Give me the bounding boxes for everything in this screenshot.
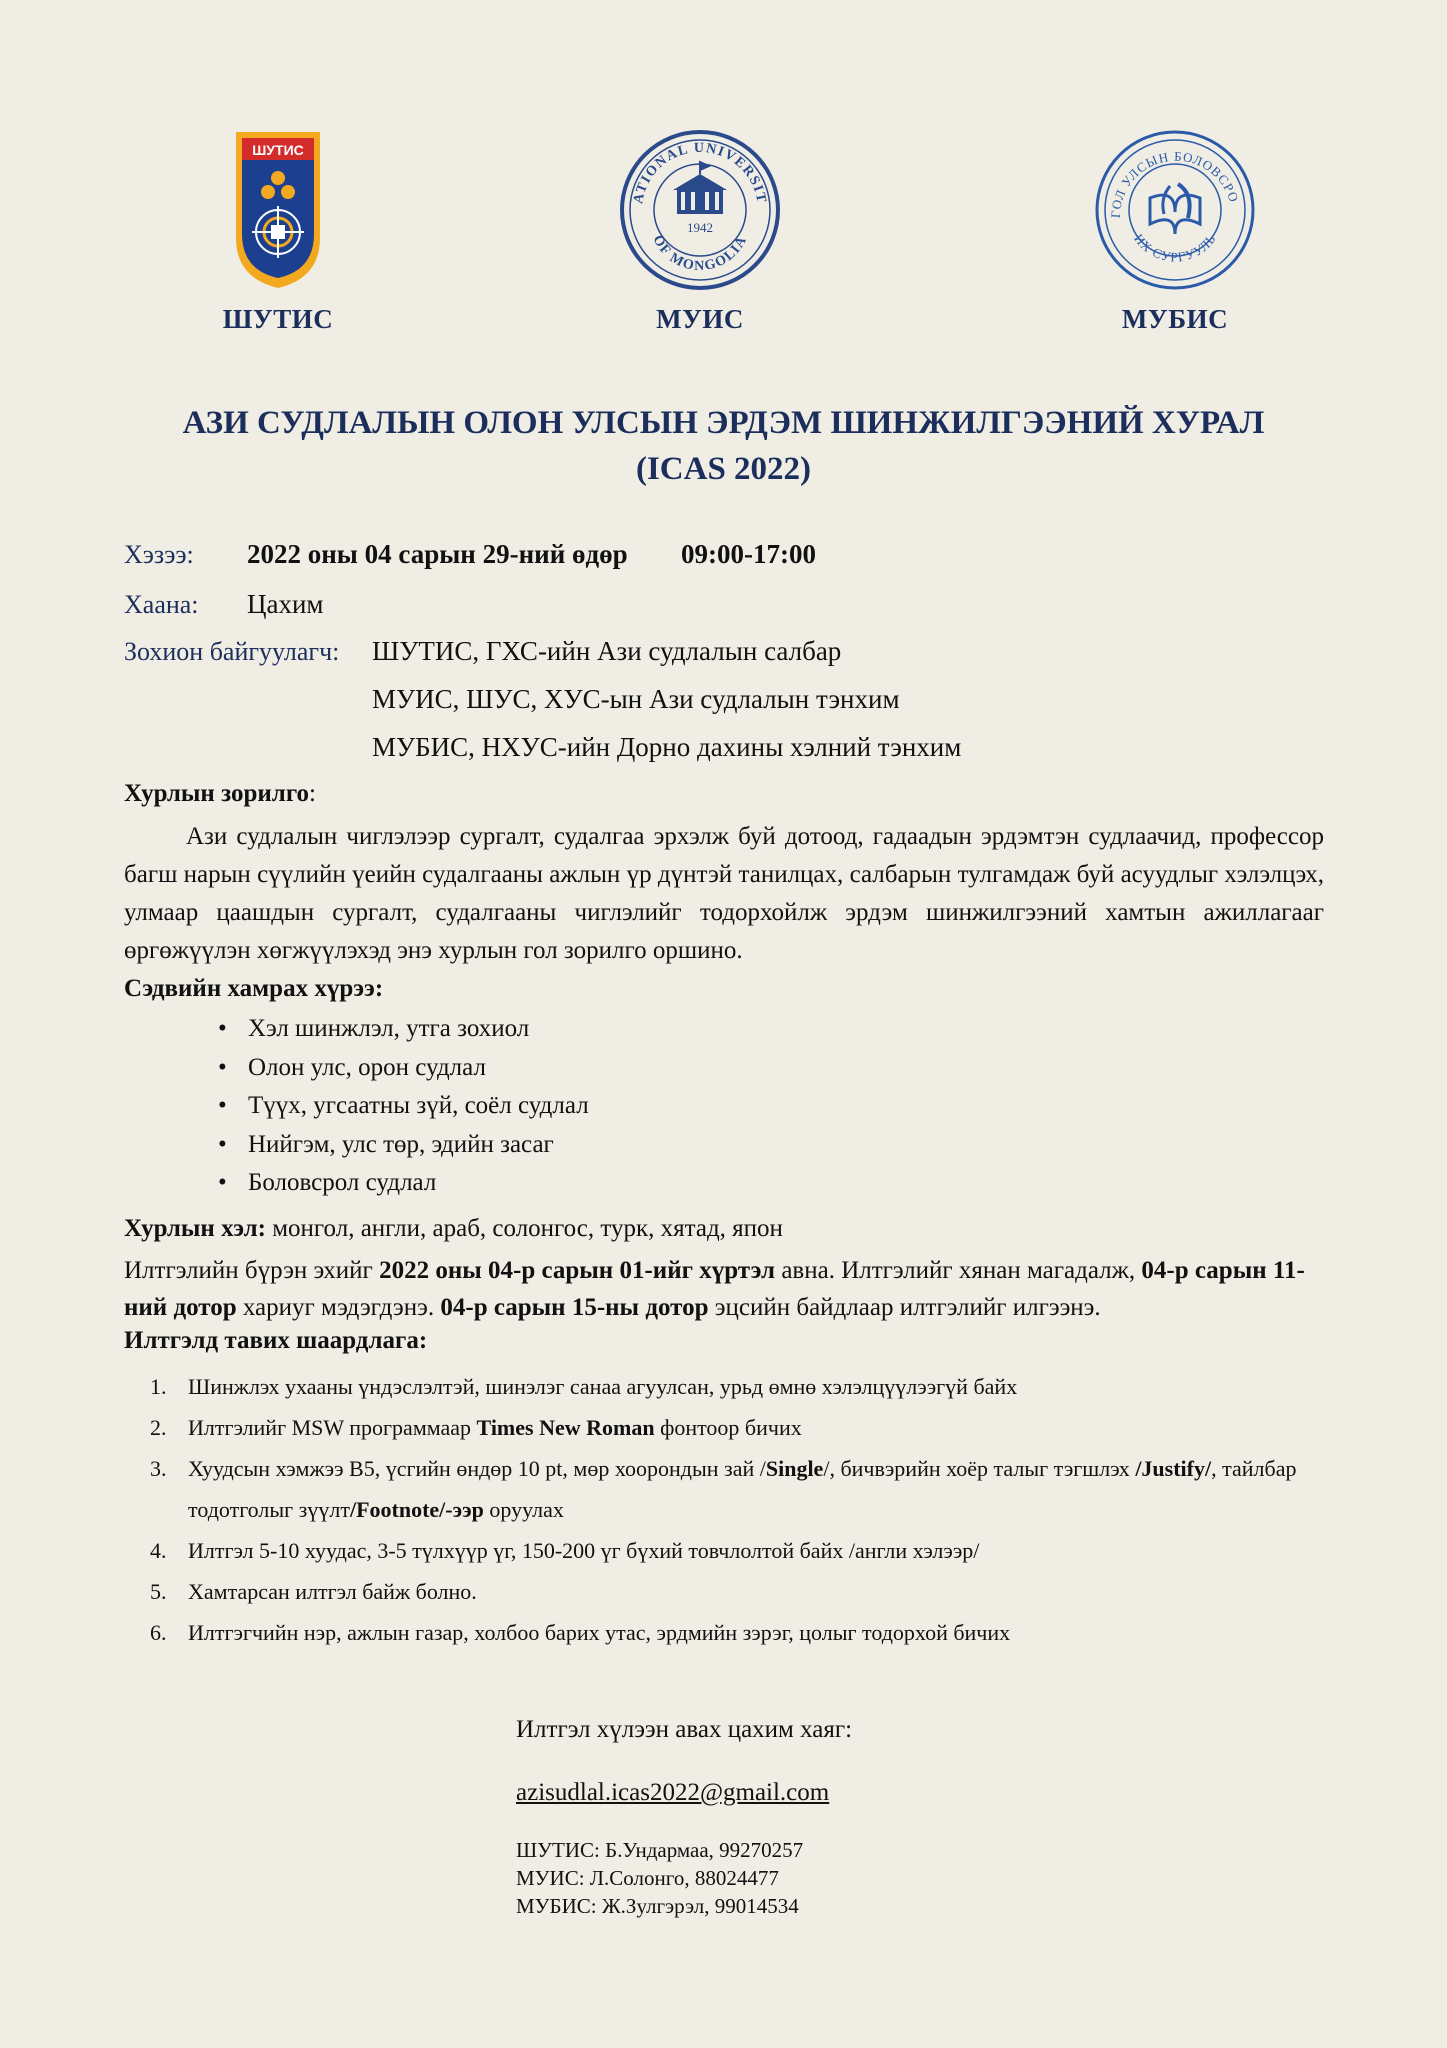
item-number: 1. bbox=[150, 1374, 167, 1399]
item-number: 5. bbox=[150, 1579, 167, 1604]
list-item bbox=[150, 1366, 1350, 1407]
list-item bbox=[150, 1612, 1350, 1653]
goal-paragraph: Ази судлалын чиглэлээр сургалт, судалгаа эрхэлж буй дотоод, гадаадын эрдэмтэн судлаачид, профессор багш нарын сүүлийн үеийн судалгааны ажлын үр дүнтэй танилцах, салбарын тулгамдаж буй асуудлыг хэлэлцэх, улмаар цаашдын сургалт, судалгааны чиглэлийг тодорхойлж эрдэм шинжилгээний хамтын ажиллагааг өргөжүүлэн хөгжүүлэхэд энэ хурлын гол зорилго оршино. bbox=[124, 823, 1324, 964]
requirements-list bbox=[150, 1366, 1350, 1653]
list-item: • Олон улс, орон судлал bbox=[218, 1049, 589, 1088]
list-item: • Боловсрол судлал bbox=[218, 1164, 589, 1203]
mubis-label: МУБИС bbox=[1121, 304, 1229, 334]
list-item: • Хэл шинжлэл, утга зохиол bbox=[218, 1010, 589, 1049]
item-text: Хамтарсан илтгэл байж болно. bbox=[188, 1579, 477, 1604]
item-text: Илтгэл 5-10 хуудас, 3-5 түлхүүр үг, 150-200 үг бүхий товчлолтой байх /англи хэлээр/ bbox=[188, 1538, 980, 1563]
item-text: , тайлбар тодотголыг зүүлт bbox=[188, 1456, 1297, 1522]
mubis-ring-top: ГОЛ УЛСЫН БОЛОВСРО bbox=[1107, 148, 1242, 219]
contact-persons bbox=[516, 1836, 803, 1920]
logo-muis bbox=[615, 128, 785, 335]
list-item bbox=[150, 1571, 1350, 1612]
goal-heading bbox=[124, 780, 1324, 808]
contact-person: ШУТИС: Б.Ундармаа, 99270257 bbox=[516, 1838, 804, 1862]
language-label: Хурлын хэл: bbox=[124, 1215, 266, 1242]
item-bold: /Justify/ bbox=[1135, 1456, 1212, 1481]
list-item: • Түүх, угсаатны зүй, соёл судлал bbox=[218, 1087, 589, 1126]
item-text: Илтгэгчийн нэр, ажлын газар, холбоо барих утас, эрдмийн зэрэг, цолыг тодорхой бичих bbox=[188, 1620, 1011, 1645]
deadline-text: авна. Илтгэлийг хянан магадалж, bbox=[775, 1257, 1142, 1284]
list-item bbox=[150, 1448, 1350, 1530]
item-text: фонтоор бичих bbox=[654, 1415, 802, 1440]
goal-heading-colon: : bbox=[309, 780, 316, 807]
deadline-date: 04-р сарын 11-ний дотор bbox=[124, 1257, 1305, 1321]
logo-shutis bbox=[208, 128, 348, 335]
shutis-emblem-icon bbox=[208, 128, 348, 293]
item-bold: Times New Roman bbox=[476, 1415, 655, 1440]
deadline-date: 2022 оны 04-р сарын 01-ийг хүртэл bbox=[379, 1257, 776, 1284]
item-number: 3. bbox=[150, 1456, 167, 1481]
list-item bbox=[150, 1530, 1350, 1571]
organizer-line: ШУТИС, ГХС-ийн Ази судлалын салбар bbox=[372, 636, 842, 666]
contact-email-link[interactable]: azisudlal.icas2022@gmail.com bbox=[516, 1779, 830, 1806]
muis-ring-top: ATIONAL UNIVERSIT bbox=[631, 140, 769, 206]
list-item bbox=[150, 1407, 1350, 1448]
item-text: Хуудсын хэмжээ B5, үсгийн өндөр 10 pt, мөр хоорондын зай / bbox=[188, 1456, 766, 1481]
topics-list bbox=[218, 1010, 589, 1203]
shutis-label: ШУТИС bbox=[222, 304, 334, 334]
item-text: /, бичвэрийн хоёр талыг тэгшлэх bbox=[823, 1456, 1136, 1481]
svg-text:OF MONGOLIA bbox=[650, 233, 751, 274]
logo-mubis bbox=[1090, 128, 1260, 335]
topics-heading: Сэдвийн хамрах хүрээ: bbox=[124, 975, 384, 1002]
organizer-line: МУИС, ШУС, ХУС-ын Ази судлалын тэнхим bbox=[372, 684, 900, 714]
where-label: Хаана: bbox=[124, 590, 199, 619]
mubis-seal-icon bbox=[1090, 128, 1260, 293]
where-value: Цахим bbox=[247, 589, 324, 619]
muis-year: 1942 bbox=[687, 220, 713, 235]
contact-person: МУИС: Л.Солонго, 88024477 bbox=[516, 1866, 779, 1890]
goal-heading-text: Хурлын зорилго bbox=[124, 780, 310, 807]
contact-person: МУБИС: Ж.Зулгэрэл, 99014534 bbox=[516, 1894, 799, 1918]
item-text: Илтгэлийг MSW программаар bbox=[188, 1415, 477, 1440]
language-value: монгол, англи, араб, солонгос, турк, хятад, япон bbox=[265, 1215, 783, 1242]
when-label: Хэзээ: bbox=[124, 540, 194, 569]
item-text: Шинжлэх ухааны үндэслэлтэй, шинэлэг санаа агуулсан, урьд өмнө хэлэлцүүлээгүй байх bbox=[188, 1374, 1018, 1399]
title-line-1: АЗИ СУДЛАЛЫН ОЛОН УЛСЫН ЭРДЭМ ШИНЖИЛГЭЭНИЙ ХУРАЛ bbox=[182, 405, 1265, 441]
deadline-text: эцсийн байдлаар илтгэлийг илгээнэ. bbox=[708, 1294, 1101, 1321]
item-text: оруулах bbox=[483, 1497, 564, 1522]
item-number: 2. bbox=[150, 1415, 167, 1440]
svg-text:МОНГОЛ УЛСЫН БОЛОВСРОЛЫН bbox=[1090, 128, 1242, 218]
when-time: 09:00-17:00 bbox=[681, 539, 816, 569]
deadline-text: хариуг мэдэгдэнэ. bbox=[236, 1294, 441, 1321]
muis-seal-icon bbox=[615, 128, 785, 293]
muis-label: МУИС bbox=[656, 304, 744, 334]
deadline-date: 04-р сарын 15-ны дотор bbox=[440, 1294, 709, 1321]
list-item: • Нийгэм, улс төр, эдийн засаг bbox=[218, 1126, 589, 1165]
organizer-line: МУБИС, НХУС-ийн Дорно дахины хэлний тэнхим bbox=[372, 732, 962, 762]
title-line-2: (ICAS 2022) bbox=[635, 451, 812, 487]
organizer-label: Зохион байгуулагч: bbox=[124, 637, 340, 666]
item-number: 4. bbox=[150, 1538, 167, 1563]
item-bold: Single bbox=[765, 1456, 824, 1481]
contact-heading: Илтгэл хүлээн авах цахим хаяг: bbox=[516, 1716, 853, 1743]
item-bold: /Footnote/-ээр bbox=[349, 1497, 484, 1522]
shutis-badge-text: ШУТИС bbox=[252, 142, 304, 158]
language-line bbox=[124, 1215, 1324, 1243]
mubis-ring-bottom: ИХ СУРГУУЛЬ bbox=[1131, 230, 1219, 265]
muis-ring-bottom: OF MONGOLIA bbox=[649, 233, 751, 275]
when-date: 2022 оны 04 сарын 29-ний өдөр bbox=[247, 539, 628, 569]
item-number: 6. bbox=[150, 1620, 167, 1645]
document-title bbox=[0, 400, 1447, 492]
svg-text:ИХ СУРГУУЛЬ bbox=[1131, 231, 1219, 265]
requirements-heading: Илтгэлд тавих шаардлага: bbox=[124, 1327, 428, 1354]
deadline-text: Илтгэлийн бүрэн эхийг bbox=[124, 1257, 380, 1284]
deadline-paragraph bbox=[124, 1252, 1339, 1326]
